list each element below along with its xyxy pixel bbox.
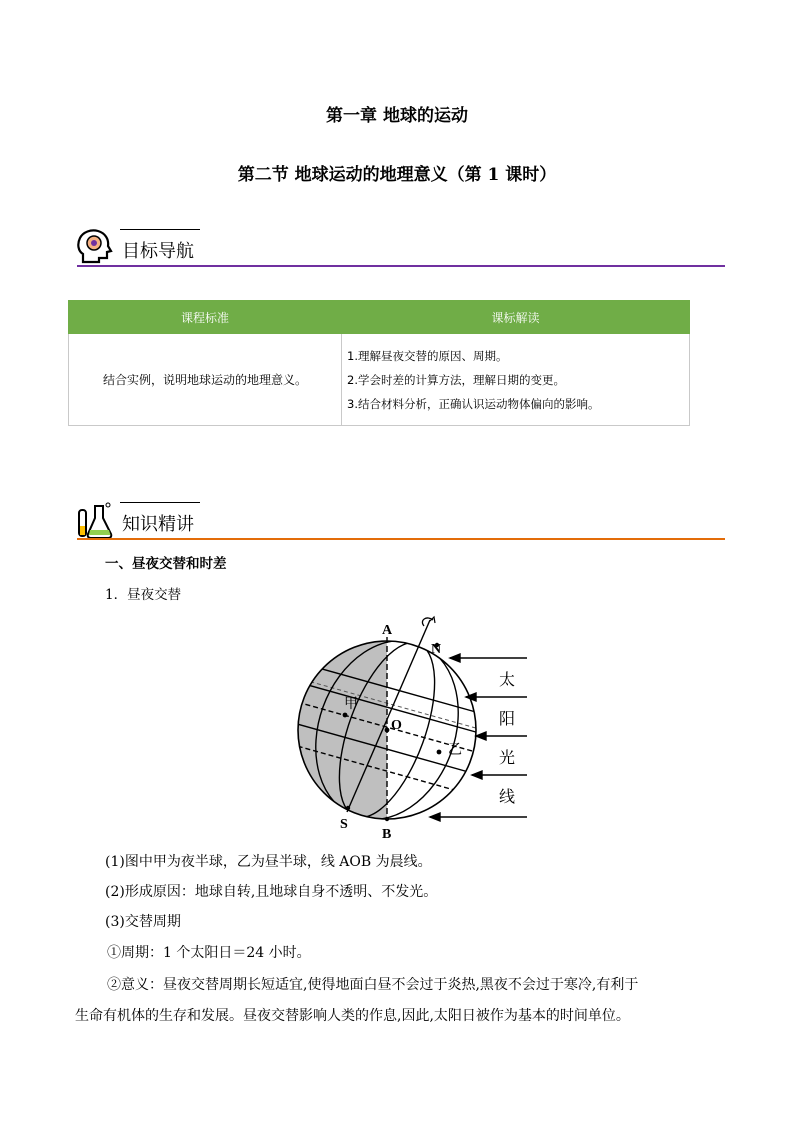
subheading-day-night-time: 一、昼夜交替和时差 [105,556,227,572]
flask-icon [75,500,115,540]
chapter-title: 第一章 地球的运动 [326,106,468,126]
header-topline [120,229,200,230]
col-standard-header: 课程标准 [69,301,342,334]
paragraph: (1)图中甲为夜半球，乙为昼半球，线 AOB 为晨线。 [105,854,432,870]
knowledge-heading: 知识精讲 [122,514,194,535]
sun-ray-char: 太 [499,670,516,689]
col-interpretation-header: 课标解读 [342,301,690,334]
interpretation-cell [342,334,690,426]
paragraph: ①周期：1 个太阳日＝24 小时。 [107,945,311,961]
goals-heading: 目标导航 [122,241,194,262]
sun-ray-char: 阳 [499,709,516,728]
section-title: 第二节 地球运动的地理意义（第 1 课时） [237,165,557,185]
paragraph: (2)形成原因：地球自转,且地球自身不透明、不发光。 [105,884,438,900]
night-hemisphere [290,612,387,842]
label-B: B [382,827,392,842]
interpretation-item: 3.结合材料分析，正确认识运动物体偏向的影响。 [347,396,600,411]
sun-ray-char: 光 [499,748,516,767]
interpretation-item: 1.理解昼夜交替的原因、周期。 [347,348,508,363]
label-N: N [431,642,442,657]
standard-cell: 结合实例，说明地球运动的地理意义。 [69,334,342,426]
subheading-day-night: 1．昼夜交替 [105,587,182,603]
interpretation-item: 2.学会时差的计算方法，理解日期的变更。 [347,372,565,387]
knowledge-section-header [75,500,725,542]
day-night-globe-diagram [290,612,540,842]
label-O: O [391,718,402,733]
head-gear-icon [75,227,115,267]
goals-section-header [75,227,725,269]
label-S: S [340,817,348,832]
paragraph: 生命有机体的生存和发展。昼夜交替影响人类的作息,因此,太阳日被作为基本的时间单位。 [75,1008,630,1024]
label-jia: 甲 [344,696,358,712]
curriculum-table [68,300,690,426]
goals-rule [77,265,725,267]
paragraph: ②意义：昼夜交替周期长短适宜,使得地面白昼不会过于炎热,黑夜不会过于寒冷,有利于 [107,977,639,993]
label-yi: 乙 [448,742,462,758]
label-A: A [382,623,393,638]
knowledge-rule [77,538,725,540]
header-topline [120,502,200,503]
sun-ray-char: 线 [499,787,516,806]
paragraph: (3)交替周期 [105,914,181,930]
